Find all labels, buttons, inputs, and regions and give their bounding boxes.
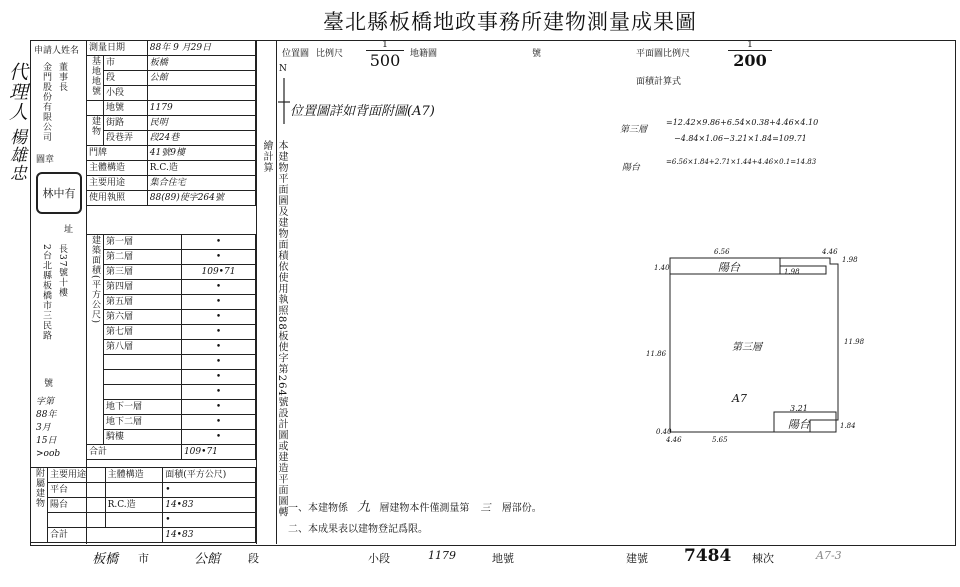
balcony-top-label: 陽台 [718,261,740,274]
dim-left: 11.86 [646,350,667,358]
dim-bottom-mid: 5.65 [712,436,728,444]
plan-scale-den: 200 [733,51,767,70]
site-label: 基地地號 [87,56,104,101]
address-label: 址 [64,225,74,235]
door-label: 門牌 [87,146,148,161]
seal-label: 圖章 [36,155,55,165]
balcony-bottom-label: 陽台 [788,418,810,431]
use-value: 集合住宅 [147,176,255,191]
floor-label: 第八層 [104,340,182,355]
attached-col-area: 面積(平方公尺) [163,468,256,483]
floor-label [104,370,182,385]
attached-use: 陽台 [48,498,106,513]
floor-value: • [181,280,255,295]
floor-row [87,265,256,280]
note-1-prefix: 一、本建物係 [288,503,348,514]
footer-section: 公館 [194,552,221,567]
floor-row [87,325,256,340]
balcony-calc-label: 陽台 [622,163,641,173]
dim-left-top: 1.40 [654,264,670,272]
north-label: N [279,64,287,74]
permit-label: 使用執照 [87,191,148,206]
attached-structure: R.C.造 [105,498,163,513]
floor-label: 第一層 [104,235,182,250]
attached-col-use: 主要用途 [48,468,106,483]
floor3-formula: =12.42×9.86+6.54×0.38+4.46×4.10 [666,118,819,127]
dim-low-right: 1.84 [840,422,856,430]
room-label: 第三層 [732,342,762,353]
unit-label: A7 [732,392,747,405]
floor-label: 第四層 [104,280,182,295]
dim-top-right: 4.46 [822,248,838,256]
footer-lot-label: 地號 [492,552,514,565]
applicant-label: 申請人姓名 [34,46,80,56]
city-label: 市 [104,56,148,71]
dim-top: 6.56 [714,248,730,256]
floor-label: 第七層 [104,325,182,340]
floor-value: • [181,235,255,250]
attached-total-label: 合計 [48,528,163,543]
floor-row [87,295,256,310]
lane-value: 段24巷 [147,131,255,146]
cadastral-map-label: 地籍圖 [410,49,438,59]
plan-scale-num: 1 [728,40,772,51]
floors-total-label: 合計 [87,445,182,460]
attached-use: 平台 [48,483,106,498]
attached-area: 14•83 [163,498,256,513]
dim-low-left: 0.40 [656,428,672,436]
floor-value: • [181,325,255,340]
floor-value: 109•71 [181,265,255,280]
city-value: 板橋 [147,56,255,71]
street-value: 民明 [147,116,255,131]
address-line-1: 2台北縣板橋市三民路 [41,244,51,341]
attached-total-value: 14•83 [163,528,256,543]
footer-row [30,544,954,568]
plan-scale-label: 平面圖比例尺 [636,49,691,59]
floor-row [87,340,256,355]
footer-bno: 7484 [684,546,732,566]
door-value: 41號9樓 [147,146,255,161]
building-label: 建物 [87,116,104,146]
location-annotation: 位置圖詳如背面附圖(A7) [290,104,435,119]
floor-row [87,370,256,385]
subsection-label: 小段 [104,86,148,101]
location-scale-label: 比例尺 [316,49,344,59]
floor-row [87,355,256,370]
floor3-formula-2: −4.84×1.06−3.21×1.84=109.71 [674,134,807,143]
permit-no-line: 15日 [36,436,57,446]
note-1-floors: 九 [357,500,371,515]
floor-value: • [181,310,255,325]
floor-label: 第二層 [104,250,182,265]
attached-group-label: 附屬建物 [31,468,48,543]
applicant-name: 金門股份有限公司 [41,62,51,142]
use-label: 主要用途 [87,176,148,191]
permit-no-line: 88年 [36,410,57,420]
floor-value: • [181,430,255,445]
seal-text: 林中有 [42,187,76,200]
footer-sub-label: 小段 [368,552,390,565]
dim-right: 11.98 [844,338,865,346]
floor-row [87,415,256,430]
building-data-table [86,40,256,206]
floor-row [87,235,256,250]
footer-section-label: 段 [248,552,259,565]
floor-value: • [181,250,255,265]
lot-value: 1179 [147,101,255,116]
page-title: 臺北縣板橋地政事務所建物測量成果圖 [323,10,697,34]
floor-row [87,310,256,325]
floor-value: • [181,340,255,355]
note-2: 二、本成果表以建物登記爲限。 [288,524,428,535]
attached-area: • [163,513,256,528]
location-scale-den: 500 [369,51,401,70]
footer-city-label: 市 [138,552,149,565]
footer-seq: A7-3 [816,549,842,562]
footer-seq-label: 棟次 [752,552,774,565]
location-scale [366,40,404,70]
floor-row [87,385,256,400]
permit-no-block [36,396,60,461]
floor-row [87,280,256,295]
floor3-calc-label: 第三層 [620,125,648,135]
middle-note: 本建物平面圖及建物面積依使用執照88板使字第264號設計圖或建造平面圖轉繪計算 [261,140,287,518]
floor-label [104,385,182,400]
floor-value: • [181,385,255,400]
structure-label: 主體構造 [87,161,148,176]
location-label: 位置圖 [282,49,310,59]
note-1-floor: 三 [480,503,491,514]
note-1 [288,496,542,515]
area-calc-label: 面積計算式 [636,77,682,87]
floor-value: • [181,415,255,430]
footer-lot: 1179 [428,549,456,562]
floor-label: 第五層 [104,295,182,310]
attached-structure [105,513,163,528]
note-1-mid: 層建物本件僅測量第 [379,503,470,514]
permit-no-line: 3月 [36,423,51,433]
attached-structure [105,483,163,498]
floor-label: 地下二層 [104,415,182,430]
permit-no-label: 號 [44,379,54,389]
permit-value: 88(89)使字264號 [147,191,255,206]
middle-divider [256,40,257,544]
footer-city: 板橋 [92,552,119,567]
seal-stamp [36,172,82,214]
agent-label: 代理人 [6,62,28,122]
section-label: 段 [104,71,148,86]
structure-value: R.C.造 [147,161,255,176]
location-scale-num: 1 [366,40,404,51]
agent-name: 楊雄忠 [6,128,26,182]
survey-date-label: 測量日期 [87,41,148,56]
survey-date-value: 88年 9 月29日 [147,41,255,56]
floor-value: • [181,355,255,370]
floor-row [87,250,256,265]
attached-col-structure: 主體構造 [105,468,163,483]
applicant-title: 董事長 [57,62,67,92]
floor-value: • [181,400,255,415]
permit-no-line: >oob [36,449,61,459]
lane-label: 段巷弄 [104,131,148,146]
address-line-2: 長37號十樓 [57,244,67,298]
map-no-label: 號 [532,49,542,59]
floors-table [86,234,256,460]
permit-no-line: 字第 [36,397,55,407]
floor-row [87,430,256,445]
dim-step: 1.98 [784,268,800,276]
footer-bno-label: 建號 [626,552,648,565]
floor-label: 第六層 [104,310,182,325]
note-1-suffix: 層部份。 [501,503,542,514]
floors-group-label: 建築面積(平方公尺) [87,235,104,445]
lot-label: 地號 [104,101,148,116]
dim-right-small: 1.98 [842,256,858,264]
dim-bottom-left: 4.46 [666,436,682,444]
attached-table [30,467,256,543]
balcony-formula: =6.56×1.84+2.71×1.44+4.46×0.1=14.83 [666,158,817,166]
attached-use [48,513,106,528]
floor-value: • [181,370,255,385]
floor-label: 第三層 [104,265,182,280]
attached-area: • [163,483,256,498]
street-label: 街路 [104,116,148,131]
dim-bottom-right: 3.21 [790,404,808,413]
floor-label [104,355,182,370]
plan-scale [728,40,772,70]
floors-total-value: 109•71 [181,445,255,460]
section-value: 公館 [147,71,255,86]
floor-label: 地下一層 [104,400,182,415]
floor-label: 騎樓 [104,430,182,445]
floor-value: • [181,295,255,310]
floor-row [87,400,256,415]
